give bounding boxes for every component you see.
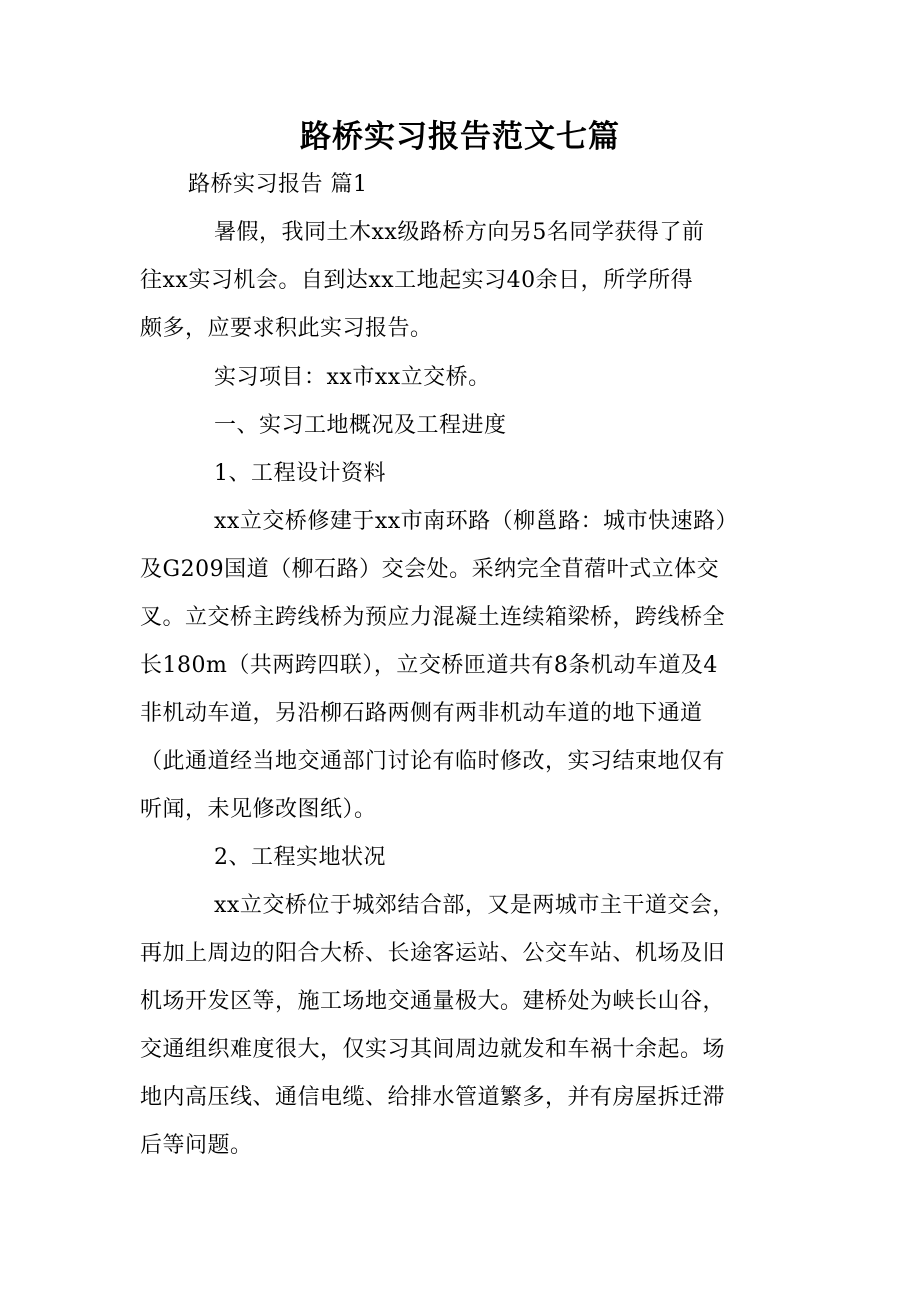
section-heading: 路桥实习报告 篇1: [188, 172, 368, 197]
paragraph-line: 1、工程设计资料: [214, 461, 386, 486]
paragraph-line: 听闻，未见修改图纸）。: [140, 797, 377, 822]
paragraph-line: 一、实习工地概况及工程进度: [214, 413, 507, 438]
paragraph-line: 长180m（共两跨四联），立交桥匝道共有8条机动车道及4: [140, 653, 718, 678]
paragraph-line: 叉。立交桥主跨线桥为预应力混凝土连续箱梁桥，跨线桥全: [140, 605, 726, 630]
paragraph-line: 再加上周边的阳合大桥、长途客运站、公交车站、机场及旧: [140, 941, 726, 966]
paragraph-line: 及G209国道（柳石路）交会处。采纳完全苜蓿叶式立体交: [140, 557, 720, 582]
paragraph-line: 后等问题。: [140, 1133, 253, 1158]
paragraph-line: xx立交桥位于城郊结合部，又是两城市主干道交会，: [214, 893, 735, 918]
paragraph-line: 实习项目：xx市xx立交桥。: [214, 365, 491, 390]
paragraph-line: 交通组织难度很大，仅实习其间周边就发和车祸十余起。场: [140, 1037, 726, 1062]
paragraph-line: 往xx实习机会。自到达xx工地起实习40余日，所学所得: [140, 268, 694, 293]
paragraph-line: 颇多，应要求积此实习报告。: [140, 316, 433, 341]
paragraph-line: xx立交桥修建于xx市南环路（柳邕路：城市快速路）: [214, 509, 739, 534]
paragraph-line: 机场开发区等，施工场地交通量极大。建桥处为峡长山谷，: [140, 989, 726, 1014]
paragraph-line: 地内高压线、通信电缆、给排水管道繁多，并有房屋拆迁滞: [140, 1085, 726, 1110]
paragraph-line: 非机动车道，另沿柳石路两侧有两非机动车道的地下通道: [140, 701, 703, 726]
paragraph-line: （此通道经当地交通部门讨论有临时修改，实习结束地仅有: [140, 749, 726, 774]
paragraph-line: 暑假，我同土木xx级路桥方向另5名同学获得了前: [214, 220, 705, 245]
document-title: 路桥实习报告范文七篇: [300, 119, 620, 155]
paragraph-line: 2、工程实地状况: [214, 845, 386, 870]
